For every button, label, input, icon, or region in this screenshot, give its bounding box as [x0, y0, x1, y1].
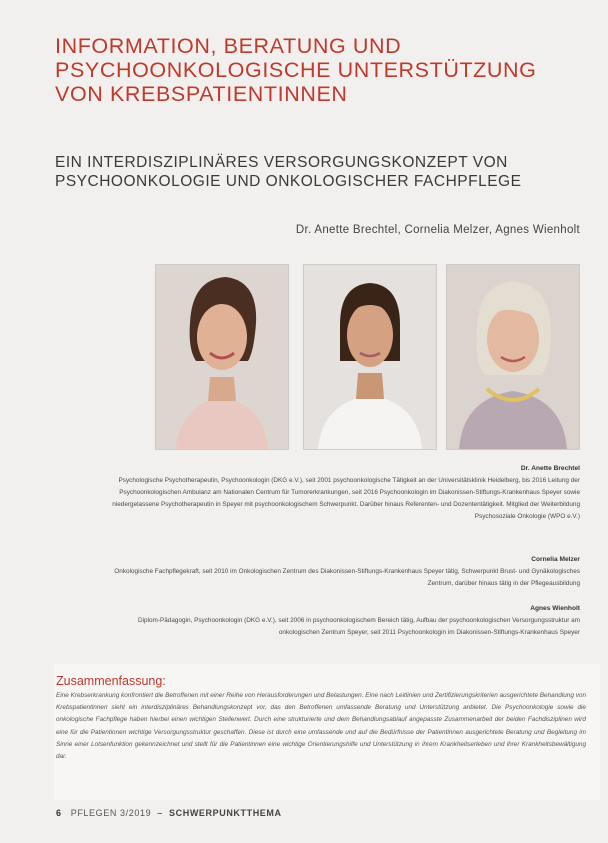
page-number: 6	[56, 808, 62, 818]
bio-wienholt	[110, 603, 580, 639]
footer-separator: –	[157, 808, 163, 818]
author-line: Dr. Anette Brechtel, Cornelia Melzer, Agnes Wienholt	[295, 224, 580, 236]
article-subtitle: EIN INTERDISZIPLINÄRES VERSORGUNGSKONZEPT VON PSYCHOONKOLOGIE UND ONKOLOGISCHER FACHPFLEGE	[55, 154, 522, 190]
author-photo-melzer	[303, 264, 437, 450]
section-name: SCHWERPUNKTTHEMA	[169, 808, 282, 818]
author-photo-wienholt	[446, 264, 580, 450]
bio-name: Dr. Anette Brechtel	[520, 465, 580, 472]
bio-text: Diplom-Pädagogin, Psychoonkologin (DKG e.V.), seit 2006 in psychoonkologischem Bereich tätig, Aufbau der psychoonkologischen Versorgungsstruktur am onkologischen Zentrum Speyer, seit 2011 Psychoonkologin im Diakonissen-Stiftungs-Krankenhaus Speyer	[137, 617, 580, 636]
bio-melzer	[110, 554, 580, 590]
bio-name: Cornelia Melzer	[531, 556, 580, 563]
bio-text: Onkologische Fachpflegekraft, seit 2010 im Onkologischen Zentrum des Diakonissen-Stiftungs-Krankenhaus Speyer tätig, Schwerpunkt Brust- und Gynäkologisches Zentrum, darüber hinaus tätig in der Pflegeausbildung	[114, 568, 580, 587]
bio-name: Agnes Wienholt	[530, 605, 580, 612]
bio-brechtel	[110, 463, 580, 523]
page-footer	[56, 808, 282, 818]
summary-heading: Zusammenfassung:	[56, 674, 166, 688]
bio-text: Psychologische Psychotherapeutin, Psychoonkologin (DKG e.V.), seit 2001 psychoonkologische Tätigkeit an der Universitätsklinik Heidelberg, bis 2016 Leitung der Psychoonkologischen Ambulanz am Nationalen Centrum für Tumorerkrankungen, seit 2016 Psychoonkologin im Diakonissen-Stiftungs-Krankenhaus Speyer sowie niedergelassene Psychotherapeutin in Speyer mit psychoonkologischem Schwerpunkt. Darüber hinaus Referenten- und Dozententätigkeit. Mitglied der Weiterbildung Psychosoziale Onkologie (WPO e.V.)	[112, 477, 580, 520]
magazine-name: PFLEGEN	[70, 808, 117, 818]
article-title: INFORMATION, BERATUNG UND PSYCHOONKOLOGISCHE UNTERSTÜTZUNG VON KREBSPATIENTINNEN	[55, 34, 537, 106]
portrait-image	[304, 265, 436, 449]
summary-text: Eine Krebserkrankung konfrontiert die Betroffenen mit einer Reihe von Herausforderungen und Belastungen. Eine nach Leitlinien und Zertifizierungskriterien ausgerichtete Behandlung von Krebspatientinnen sieht ein interdisziplinäres Behandlungskonzept vor, das den Betroffenen umfassende Beratung und Unterstützung anbietet. Die Psychoonkologie sowie die onkologische Fachpflege haben hierbei einen wichtigen Stellenwert. Durch eine strukturierte und dem Behandlungsablauf angepasste Zusammenarbeit der beiden Fachdisziplinen wird eine für die Patientinnen wichtige Versorgungsstruktur geschaffen. Diese ist durch eine umfassende und auf die Bedürfnisse der Patientinnen ausgerichtete Beratung und Begleitung im Sinne einer Lotsenfunktion gekennzeichnet und stellt für die Patientinnen eine wichtige Orientierungshilfe und Unterstützung in ihrem Krankheitserleben und ihrer Krankheitsbewältigung dar.	[56, 692, 586, 761]
portrait-image	[156, 265, 288, 449]
portrait-image	[447, 265, 579, 449]
author-photo-brechtel	[155, 264, 289, 450]
issue-number: 3/2019	[120, 808, 152, 818]
